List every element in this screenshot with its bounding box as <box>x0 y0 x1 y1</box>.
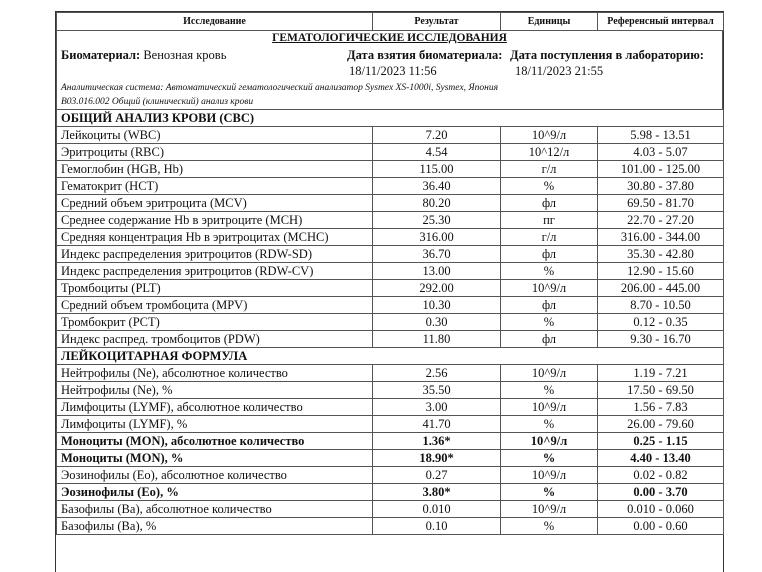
test-name: Базофилы (Ba), % <box>57 518 373 535</box>
test-units: % <box>501 416 598 433</box>
test-result: 292.00 <box>373 280 501 297</box>
test-name: Гемоглобин (HGB, Hb) <box>57 161 373 178</box>
col-header-result: Результат <box>373 13 501 31</box>
test-name: Тромбокрит (PCT) <box>57 314 373 331</box>
test-ref: 5.98 - 13.51 <box>598 127 724 144</box>
table-row <box>57 178 724 195</box>
test-name: Лимфоциты (LYMF), абсолютное количество <box>57 399 373 416</box>
test-result: 0.30 <box>373 314 501 331</box>
test-name: Эозинофилы (Eo), абсолютное количество <box>57 467 373 484</box>
test-result: 3.00 <box>373 399 501 416</box>
report-title: ГЕМАТОЛОГИЧЕСКИЕ ИССЛЕДОВАНИЯ <box>272 32 507 44</box>
biomaterial-label: Биоматериал: <box>61 48 141 62</box>
received-date-label: Дата поступления в лабораторию: <box>510 48 704 62</box>
test-units: % <box>501 314 598 331</box>
test-ref: 101.00 - 125.00 <box>598 161 724 178</box>
table-row <box>57 484 724 501</box>
test-name: Нейтрофилы (Ne), абсолютное количество <box>57 365 373 382</box>
test-units: % <box>501 450 598 467</box>
test-units: % <box>501 263 598 280</box>
test-name: Нейтрофилы (Ne), % <box>57 382 373 399</box>
meta-block <box>57 46 722 82</box>
analytic-system-note: Аналитическая система: Автоматический гематологический анализатор Sysmex XS-1000i, Sysmex, Япония <box>61 83 499 93</box>
test-ref: 4.40 - 13.40 <box>598 450 724 467</box>
test-result: 35.50 <box>373 382 501 399</box>
test-units: 10^9/л <box>501 280 598 297</box>
test-name: Средний объем тромбоцита (MPV) <box>57 297 373 314</box>
table-row <box>57 263 724 280</box>
column-header-row <box>57 13 724 31</box>
test-result: 0.27 <box>373 467 501 484</box>
test-name: Индекс распред. тромбоцитов (PDW) <box>57 331 373 348</box>
table-row <box>57 382 724 399</box>
test-ref: 1.19 - 7.21 <box>598 365 724 382</box>
table-row <box>57 399 724 416</box>
col-header-units: Единицы <box>501 13 598 31</box>
table-row <box>57 365 724 382</box>
test-name: Моноциты (MON), абсолютное количество <box>57 433 373 450</box>
test-name: Лейкоциты (WBC) <box>57 127 373 144</box>
test-name: Базофилы (Ba), абсолютное количество <box>57 501 373 518</box>
sample-date-value: 18/11/2023 11:56 <box>349 64 437 78</box>
test-name: Лимфоциты (LYMF), % <box>57 416 373 433</box>
test-ref: 69.50 - 81.70 <box>598 195 724 212</box>
test-ref: 206.00 - 445.00 <box>598 280 724 297</box>
test-result: 13.00 <box>373 263 501 280</box>
table-row <box>57 501 724 518</box>
sample-date-label: Дата взятия биоматериала: <box>347 48 503 62</box>
test-ref: 9.30 - 16.70 <box>598 331 724 348</box>
results-table <box>56 109 724 535</box>
biomaterial-value: Венозная кровь <box>143 48 227 62</box>
test-units: 10^9/л <box>501 399 598 416</box>
test-result: 115.00 <box>373 161 501 178</box>
test-result: 25.30 <box>373 212 501 229</box>
col-header-ref: Референсный интервал <box>598 13 724 31</box>
table-row <box>57 144 724 161</box>
test-ref: 0.010 - 0.060 <box>598 501 724 518</box>
table-row <box>57 433 724 450</box>
col-header-test: Исследование <box>57 13 373 31</box>
test-units: фл <box>501 297 598 314</box>
test-units: фл <box>501 195 598 212</box>
test-name: Тромбоциты (PLT) <box>57 280 373 297</box>
biomaterial <box>61 48 226 63</box>
test-ref: 35.30 - 42.80 <box>598 246 724 263</box>
test-result: 10.30 <box>373 297 501 314</box>
test-ref: 0.00 - 0.60 <box>598 518 724 535</box>
table-row <box>57 195 724 212</box>
test-units: % <box>501 178 598 195</box>
section-diff-title: ЛЕЙКОЦИТАРНАЯ ФОРМУЛА <box>57 348 724 365</box>
test-ref: 12.90 - 15.60 <box>598 263 724 280</box>
section-cbc-title: ОБЩИЙ АНАЛИЗ КРОВИ (CBC) <box>57 110 724 127</box>
test-name: Индекс распределения эритроцитов (RDW-SD) <box>57 246 373 263</box>
table-row <box>57 467 724 484</box>
test-ref: 1.56 - 7.83 <box>598 399 724 416</box>
test-ref: 30.80 - 37.80 <box>598 178 724 195</box>
table-row <box>57 161 724 178</box>
test-result: 4.54 <box>373 144 501 161</box>
test-units: % <box>501 484 598 501</box>
test-units: 10^9/л <box>501 467 598 484</box>
test-result: 41.70 <box>373 416 501 433</box>
table-row <box>57 450 724 467</box>
test-ref: 0.02 - 0.82 <box>598 467 724 484</box>
test-units: 10^9/л <box>501 433 598 450</box>
table-row <box>57 314 724 331</box>
test-result: 36.70 <box>373 246 501 263</box>
test-name: Средняя концентрация Hb в эритроцитах (MCHC) <box>57 229 373 246</box>
section-diff-row <box>57 348 724 365</box>
test-result: 0.10 <box>373 518 501 535</box>
test-result: 1.36* <box>373 433 501 450</box>
test-name: Эритроциты (RBC) <box>57 144 373 161</box>
lab-report <box>55 11 724 572</box>
info-block <box>56 31 723 109</box>
test-units: 10^9/л <box>501 501 598 518</box>
test-units: 10^12/л <box>501 144 598 161</box>
table-row <box>57 280 724 297</box>
table-row <box>57 127 724 144</box>
test-ref: 17.50 - 69.50 <box>598 382 724 399</box>
test-result: 7.20 <box>373 127 501 144</box>
received-date-value: 18/11/2023 21:55 <box>515 64 604 78</box>
table-row <box>57 246 724 263</box>
test-ref: 0.00 - 3.70 <box>598 484 724 501</box>
test-units: 10^9/л <box>501 365 598 382</box>
test-units: 10^9/л <box>501 127 598 144</box>
test-ref: 22.70 - 27.20 <box>598 212 724 229</box>
test-units: г/л <box>501 161 598 178</box>
test-result: 80.20 <box>373 195 501 212</box>
table-row <box>57 518 724 535</box>
test-result: 3.80* <box>373 484 501 501</box>
table-row <box>57 297 724 314</box>
test-result: 0.010 <box>373 501 501 518</box>
test-name: Среднее содержание Hb в эритроците (MCH) <box>57 212 373 229</box>
table-row <box>57 212 724 229</box>
table-row <box>57 416 724 433</box>
test-name: Индекс распределения эритроцитов (RDW-CV) <box>57 263 373 280</box>
header-table <box>56 12 724 31</box>
test-units: фл <box>501 246 598 263</box>
test-result: 11.80 <box>373 331 501 348</box>
test-result: 316.00 <box>373 229 501 246</box>
test-result: 18.90* <box>373 450 501 467</box>
table-row <box>57 331 724 348</box>
test-result: 2.56 <box>373 365 501 382</box>
table-row <box>57 229 724 246</box>
test-name: Средний объем эритроцита (MCV) <box>57 195 373 212</box>
test-units: фл <box>501 331 598 348</box>
test-ref: 26.00 - 79.60 <box>598 416 724 433</box>
test-units: % <box>501 518 598 535</box>
test-name: Моноциты (MON), % <box>57 450 373 467</box>
test-units: г/л <box>501 229 598 246</box>
test-ref: 4.03 - 5.07 <box>598 144 724 161</box>
test-ref: 0.12 - 0.35 <box>598 314 724 331</box>
method-note: В03.016.002 Общий (клинический) анализ крови <box>61 97 254 107</box>
test-units: % <box>501 382 598 399</box>
test-result: 36.40 <box>373 178 501 195</box>
test-name: Гематокрит (HCT) <box>57 178 373 195</box>
section-cbc-row <box>57 110 724 127</box>
test-name: Эозинофилы (Eo), % <box>57 484 373 501</box>
test-units: пг <box>501 212 598 229</box>
test-ref: 316.00 - 344.00 <box>598 229 724 246</box>
test-ref: 8.70 - 10.50 <box>598 297 724 314</box>
test-ref: 0.25 - 1.15 <box>598 433 724 450</box>
